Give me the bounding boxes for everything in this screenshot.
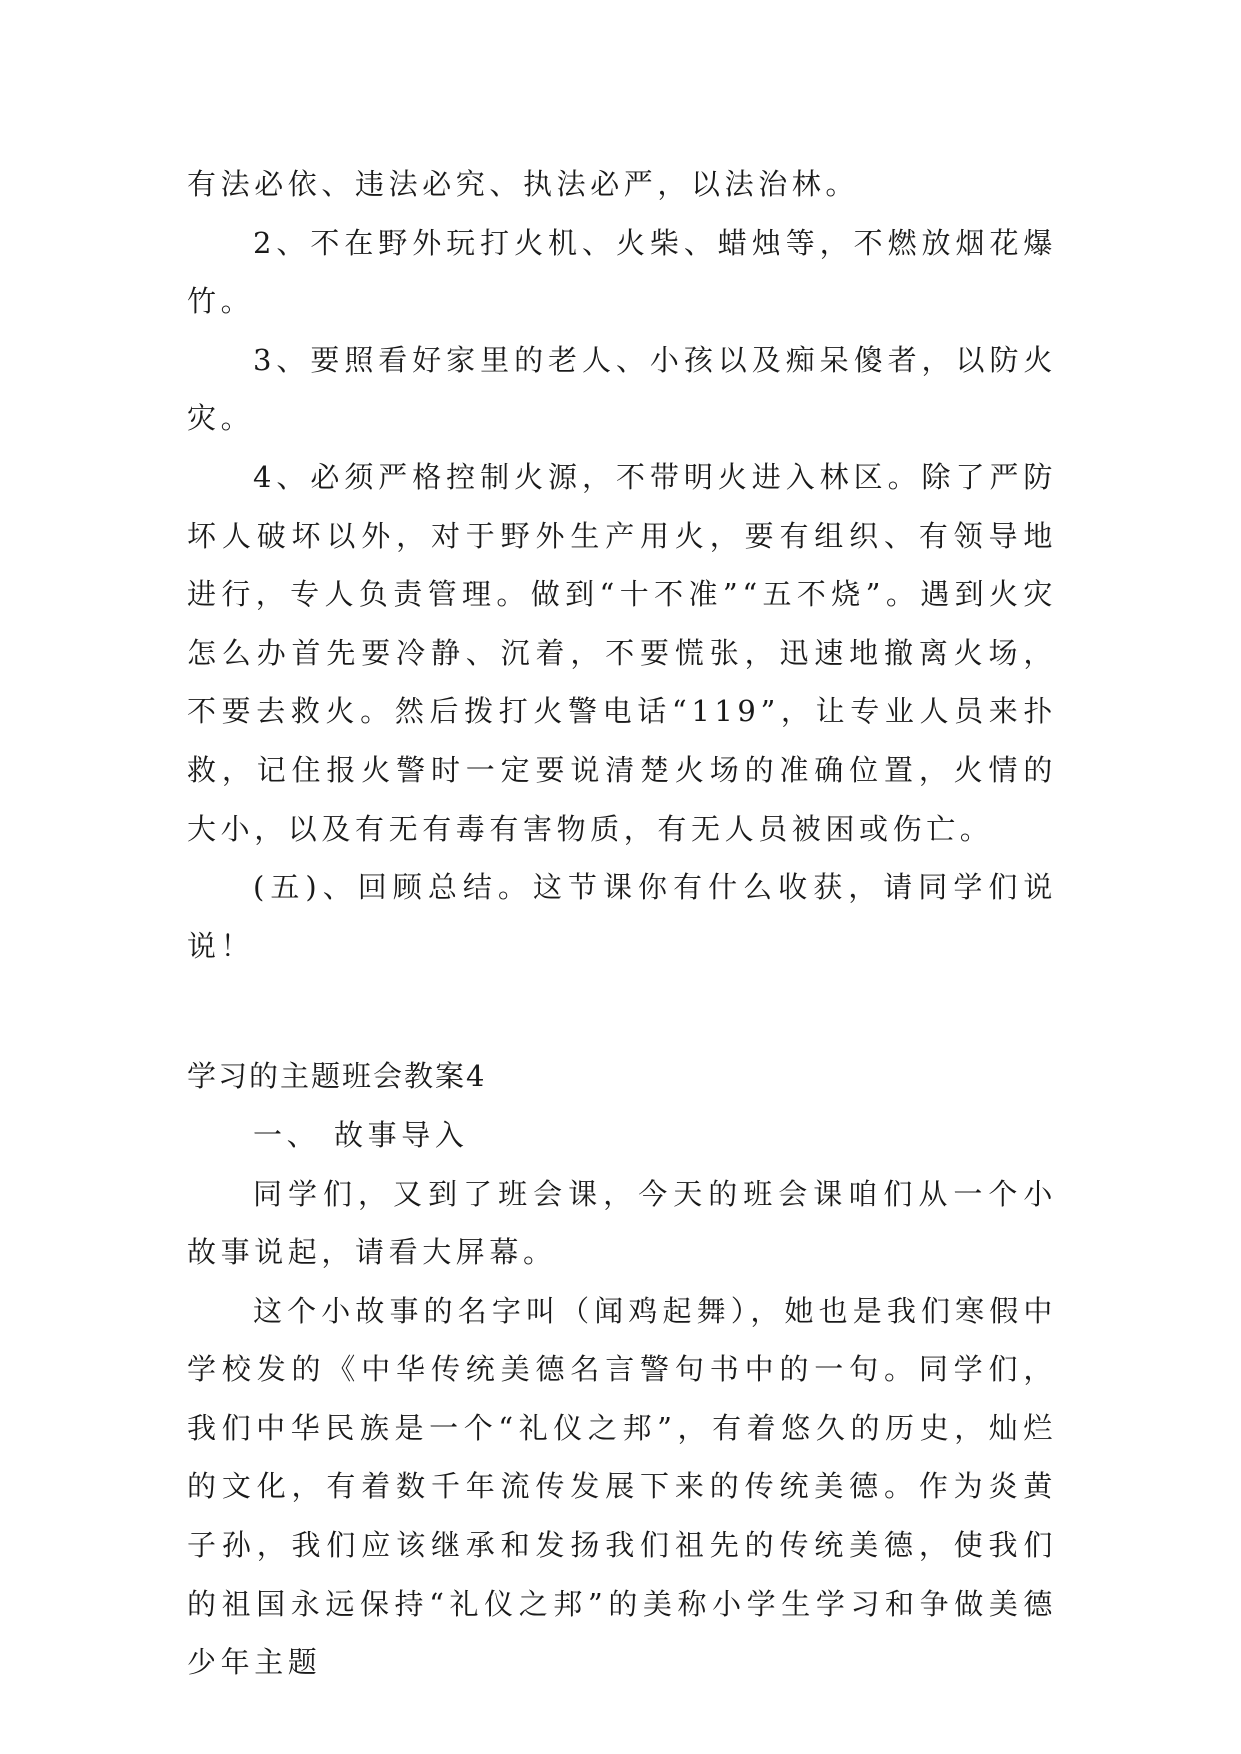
paragraph-continuation: 有法必依、违法必究、执法必严，以法治林。	[187, 167, 860, 201]
list-item-2: 2、不在野外玩打火机、火柴、蜡烛等，不燃放烟花爆竹。	[187, 225, 1057, 319]
list-item-4: 4、必须严格控制火源，不带明火进入林区。除了严防坏人破坏以外，对于野外生产用火，要有组织、有领导地进行，专人负责管理。做到“十不准”“五不烧”。遇到火灾怎么办首先要冷静、沉着，不要慌张，迅速地撤离火场，不要去救火。然后拨打火警电话“119”，让专业人员来扑救，记住报火警时一定要说清楚火场的准确位置，火情的大小，以及有无有毒有害物质，有无人员被困或伤亡。	[187, 459, 1057, 846]
section-paragraph-2: 这个小故事的名字叫（闻鸡起舞），她也是我们寒假中学校发的《中华传统美德名言警句书中的一句。同学们，我们中华民族是一个“礼仪之邦”，有着悠久的历史，灿烂的文化，有着数千年流传发展下来的传统美德。作为炎黄子孙，我们应该继承和发扬我们祖先的传统美德，使我们的祖国永远保持“礼仪之邦”的美称小学生学习和争做美德少年主题	[187, 1293, 1057, 1680]
document-body	[187, 155, 1057, 1692]
section-paragraph-1: 同学们，又到了班会课，今天的班会课咱们从一个小故事说起，请看大屏幕。	[187, 1176, 1057, 1270]
summary-paragraph: (五)、回顾总结。这节课你有什么收获，请同学们说说！	[187, 870, 1057, 963]
list-item-3: 3、要照看好家里的老人、小孩以及痴呆傻者，以防火灾。	[187, 342, 1057, 436]
section-title: 学习的主题班会教案4	[187, 1059, 487, 1094]
section-subheading: 一、 故事导入	[253, 1117, 469, 1152]
